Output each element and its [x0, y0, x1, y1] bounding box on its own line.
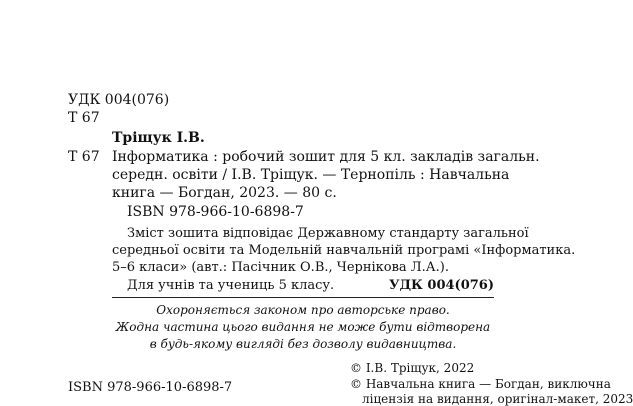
catalog-description-line-2: середн. освіти / І.В. Тріщук. — Тернопіль : Навчальна: [112, 167, 510, 183]
copyright-notice-line-2: Жодна частина цього видання не може бути відтворена: [115, 320, 491, 334]
audience-note: Для учнів та учениць 5 класу.: [127, 278, 335, 293]
annotation-line-2: середньої освіти та Модельній навчальній програмі «Інформатика.: [112, 243, 576, 258]
footer-isbn: ISBN 978-966-10-6898-7: [68, 380, 233, 395]
catalog-code: Т 67: [68, 149, 100, 165]
catalog-description-line-3: книга — Богдан, 2023. — 80 с.: [112, 185, 337, 201]
copyright-notice-line-1: Охороняється законом про авторське право.: [156, 303, 450, 317]
copyright-notice-line-3: в будь-якому вигляді без дозволу видавництва.: [149, 337, 457, 351]
annotation-line-3: 5–6 класи» (авт.: Пасічник О.В., Чернікова Л.А.).: [112, 260, 449, 275]
annotation-line-1: Зміст зошита відповідає Державному стандарту загальної: [127, 226, 529, 241]
copyright-license: ліцензія на видання, оригінал-макет, 2023: [362, 392, 633, 406]
catalog-isbn: ISBN 978-966-10-6898-7: [127, 204, 304, 220]
copyright-author: © І.В. Тріщук, 2022: [350, 361, 475, 375]
catalog-description-line-1: Інформатика : робочий зошит для 5 кл. закладів загальн.: [112, 149, 540, 165]
separator-line: [112, 297, 494, 298]
udk-right: УДК 004(076): [388, 278, 494, 293]
author-name: Тріщук І.В.: [112, 130, 205, 146]
bbk-code: Т 67: [68, 110, 100, 126]
copyright-publisher: © Навчальна книга — Богдан, виключна: [350, 377, 611, 391]
udk-code: УДК 004(076): [68, 92, 170, 108]
